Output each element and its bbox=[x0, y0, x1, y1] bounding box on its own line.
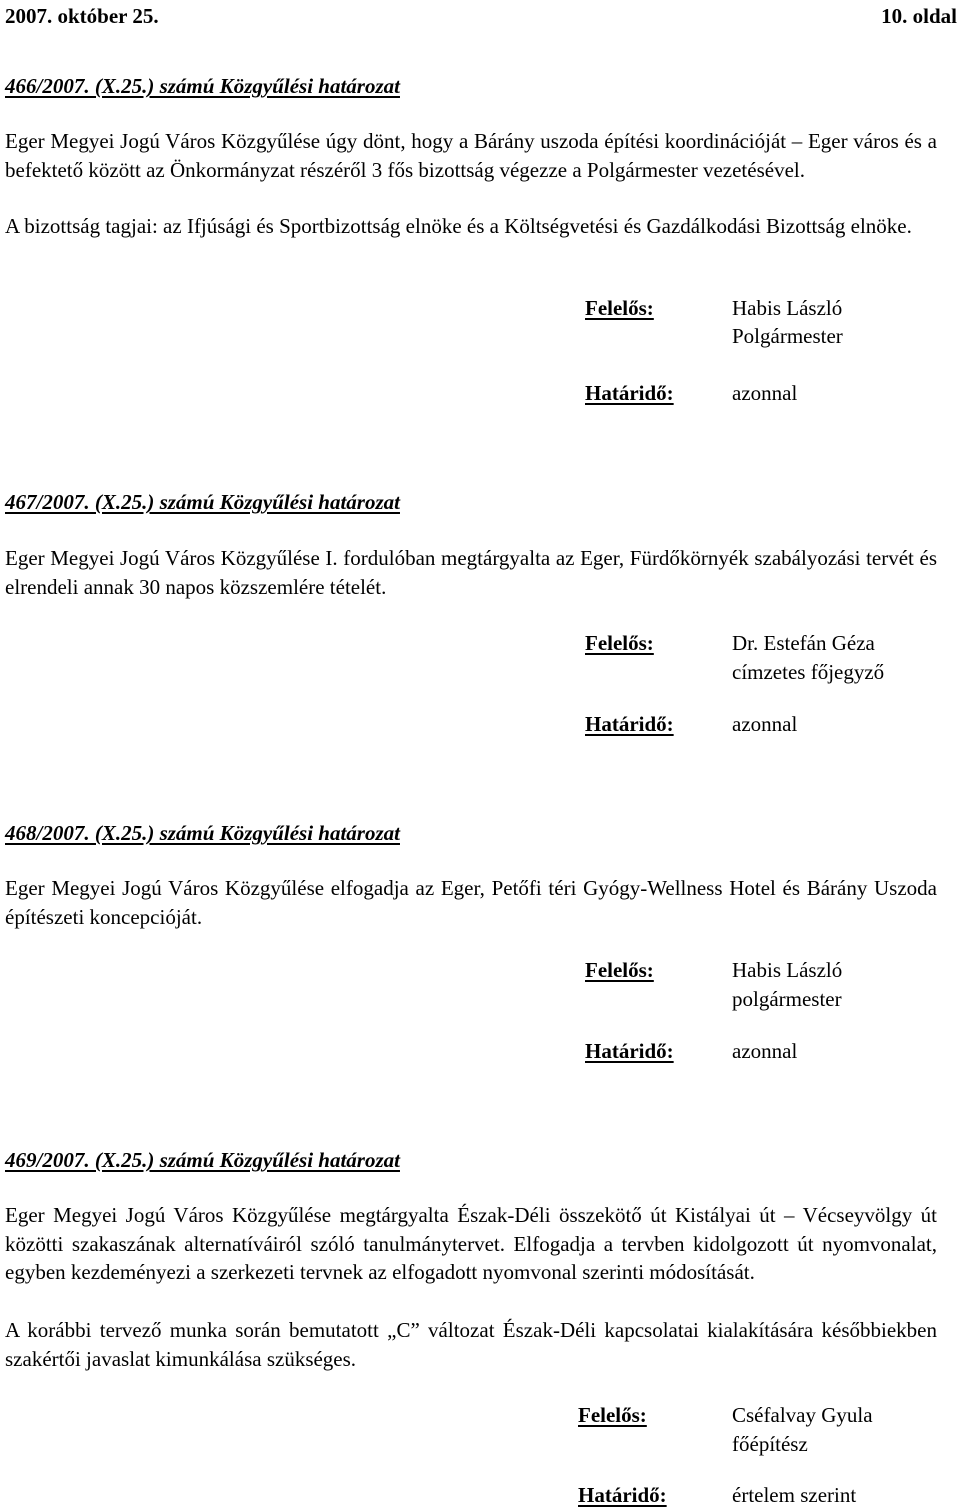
resolution-title: 469/2007. (X.25.) számú Közgyűlési határozat bbox=[5, 1148, 400, 1172]
responsible-label: Felelős: bbox=[585, 958, 654, 982]
responsible-name: Cséfalvay Gyula bbox=[732, 1403, 873, 1427]
deadline-value: azonnal bbox=[732, 381, 798, 405]
responsible-title: címzetes főjegyző bbox=[732, 660, 885, 684]
responsible-name: Habis László bbox=[732, 958, 843, 982]
responsible-title: Polgármester bbox=[732, 324, 843, 348]
resolution-paragraph: Eger Megyei Jogú Város Közgyűlése megtárgyalta Észak-Déli összekötő út Kistályai út – Vécseyvölgy út közötti szakaszának alternatíváiról szóló tanulmánytervet. Elfogadja a tervben kidolgozott út nyomvonalat, egyben kezdeményezi a szerkezeti tervnek az elfogadott nyomvonal szerinti módosítását. bbox=[5, 1203, 937, 1284]
resolution-title: 466/2007. (X.25.) számú Közgyűlési határozat bbox=[5, 74, 400, 98]
resolution-title: 468/2007. (X.25.) számú Közgyűlési határozat bbox=[5, 821, 400, 845]
resolution-paragraph: A bizottság tagjai: az Ifjúsági és Sportbizottság elnöke és a Költségvetési és Gazdálkodási Bizottság elnöke. bbox=[5, 214, 912, 238]
deadline-value: értelem szerint bbox=[732, 1483, 857, 1507]
header-page-number: 10. oldal bbox=[881, 4, 957, 28]
responsible-label: Felelős: bbox=[578, 1403, 647, 1427]
deadline-label: Határidő: bbox=[585, 381, 674, 405]
responsible-title: polgármester bbox=[732, 987, 842, 1011]
deadline-label: Határidő: bbox=[585, 1039, 674, 1063]
deadline-label: Határidő: bbox=[578, 1483, 667, 1507]
resolution-paragraph: Eger Megyei Jogú Város Közgyűlése úgy dönt, hogy a Bárány uszoda építési koordinációját – Eger város és a befektető között az Önkormányzat részéről 3 fős bizottság végezze a Polgármester vezetésével. bbox=[5, 129, 937, 182]
header-date: 2007. október 25. bbox=[5, 4, 159, 28]
responsible-title: főépítész bbox=[732, 1432, 808, 1456]
resolution-title: 467/2007. (X.25.) számú Közgyűlési határozat bbox=[5, 490, 400, 514]
responsible-name: Dr. Estefán Géza bbox=[732, 631, 875, 655]
deadline-value: azonnal bbox=[732, 1039, 798, 1063]
resolution-paragraph: Eger Megyei Jogú Város Közgyűlése I. fordulóban megtárgyalta az Eger, Fürdőkörnyék szabályozási tervét és elrendeli annak 30 napos közszemlére tételét. bbox=[5, 546, 937, 599]
responsible-name: Habis László bbox=[732, 296, 843, 320]
responsible-label: Felelős: bbox=[585, 296, 654, 320]
deadline-label: Határidő: bbox=[585, 712, 674, 736]
resolution-paragraph: Eger Megyei Jogú Város Közgyűlése elfogadja az Eger, Petőfi téri Gyógy-Wellness Hotel és Bárány Uszoda építészeti koncepcióját. bbox=[5, 876, 937, 929]
responsible-label: Felelős: bbox=[585, 631, 654, 655]
resolution-paragraph: A korábbi tervező munka során bemutatott „C” változat Észak-Déli kapcsolatai kialakítására későbbiekben szakértői javaslat kimunkálása szükséges. bbox=[5, 1318, 937, 1371]
deadline-value: azonnal bbox=[732, 712, 798, 736]
